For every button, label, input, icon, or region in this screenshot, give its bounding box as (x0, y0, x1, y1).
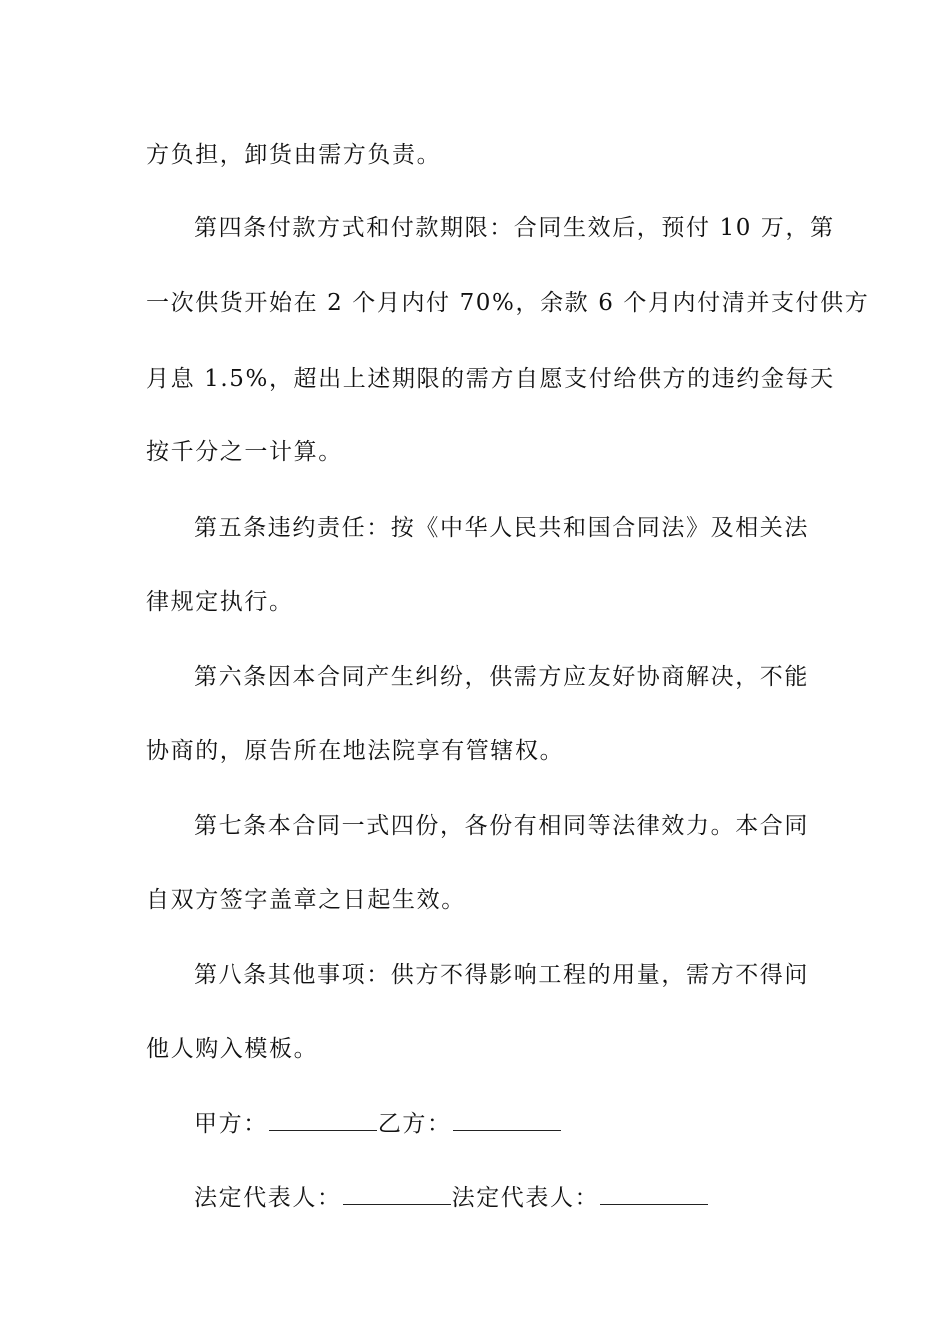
rep-b-blank (600, 1184, 708, 1205)
text-line: 方负担，卸货由需方负责。 (146, 142, 442, 168)
text-line: 按千分之一计算。 (146, 439, 343, 465)
party-a-label: 甲方： (194, 1111, 268, 1137)
text-line: 他人购入模板。 (146, 1036, 319, 1062)
text-line: 一次供货开始在 2 个月内付 70%，余款 6 个月内付清并支付供方 (146, 290, 870, 316)
signature-line-parties (194, 1109, 864, 1139)
party-a-blank (269, 1110, 377, 1131)
party-b-label: 乙方： (377, 1111, 452, 1137)
text-line: 协商的，原告所在地法院享有管辖权。 (146, 738, 565, 764)
text-line: 律规定执行。 (146, 589, 294, 615)
party-b-blank (453, 1110, 561, 1131)
text-line: 第五条违约责任：按《中华人民共和国合同法》及相关法 (194, 515, 809, 541)
text-line: 自双方签字盖章之日起生效。 (146, 887, 466, 913)
text-line: 第六条因本合同产生纠纷，供需方应友好协商解决，不能 (194, 664, 809, 690)
text-line: 第八条其他事项：供方不得影响工程的用量，需方不得问 (194, 962, 809, 988)
rep-a-label: 法定代表人： (194, 1185, 342, 1211)
text-line: 第四条付款方式和付款期限：合同生效后，预付 10 万，第 (194, 215, 835, 241)
text-line: 月息 1.5%，超出上述期限的需方自愿支付给供方的违约金每天 (146, 366, 835, 392)
signature-line-representatives (194, 1183, 864, 1213)
text-line: 第七条本合同一式四份，各份有相同等法律效力。本合同 (194, 813, 809, 839)
rep-b-label: 法定代表人： (451, 1185, 600, 1211)
rep-a-blank (343, 1184, 451, 1205)
